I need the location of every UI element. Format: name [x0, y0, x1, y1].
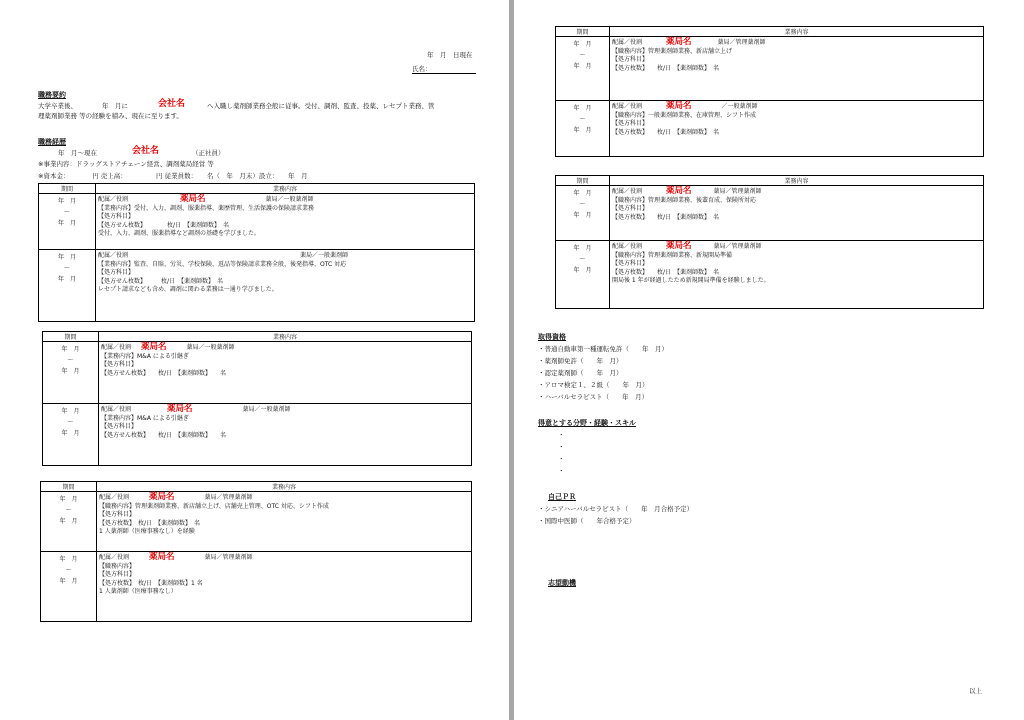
history-period: 年 月～現在 — [58, 149, 97, 157]
header-content: 業務内容 — [99, 332, 472, 342]
table-row — [556, 37, 984, 101]
table-row — [39, 250, 475, 322]
duty-line: 【処方科目】 — [612, 260, 649, 267]
duty-line: 【処方科目】 — [99, 511, 136, 518]
pharmacy-name: 薬局名 — [167, 404, 193, 414]
role-label: 配属／役割 — [612, 39, 643, 46]
pharmacy-name: 薬局名 — [149, 492, 175, 502]
period-cell: 年 月 ～ 年 月 — [39, 194, 96, 250]
duty-line: 【処方科目】 — [612, 205, 649, 212]
role-label: 配属／役割 — [612, 103, 643, 110]
duty-line: 【処方枚数】 枚/日 【薬剤師数】1 名 — [99, 579, 203, 587]
pr-item: ・国際中医師（ 年合格予定） — [538, 517, 636, 525]
document-page-2 — [514, 0, 1024, 720]
role-label: 配属／役割 — [99, 554, 130, 561]
content-cell — [96, 194, 475, 250]
content-cell — [610, 37, 984, 101]
position: 薬局／一般薬剤師 — [300, 252, 349, 259]
content-cell — [610, 186, 984, 241]
pr-heading: 自己ＰＲ — [548, 493, 576, 501]
position: ／一般薬剤師 — [721, 103, 758, 110]
position: 薬局／管理薬剤師 — [204, 554, 253, 561]
duty-line: 開局後 1 年が経過したため新規開局準備を経験しました。 — [612, 277, 770, 284]
table-row — [43, 404, 472, 466]
table-row — [41, 552, 472, 622]
duty-line: 受付、入力、調剤、服薬指導など調剤の基礎を学びました。 — [98, 230, 261, 237]
closing-text: 以上 — [969, 687, 982, 695]
pharmacy-name: 薬局名 — [666, 37, 692, 47]
duty-line: 【処方枚数】 枚/日 【薬剤師数】 名 — [99, 519, 201, 527]
work-history-table-2 — [42, 331, 472, 466]
summary-line-1c: へ入職し薬剤師業務全般に従事。受付、調剤、監査、投薬、レセプト業務、管 — [207, 102, 435, 110]
role-label: 配属／役割 — [101, 344, 132, 351]
work-history-table-4 — [555, 26, 984, 157]
position: 薬局／管理薬剤師 — [713, 243, 762, 250]
duty-line: 【処方科目】 — [98, 269, 135, 276]
document-page-1 — [0, 0, 509, 720]
period-cell: 年 月 ～ 年 月 — [556, 186, 610, 241]
qualifications-heading: 取得資格 — [538, 333, 566, 341]
period-cell: 年 月 ～ 年 月 — [41, 492, 97, 552]
duty-line: 【処方枚数】 枚/日 【薬剤師数】 名 — [612, 213, 720, 221]
summary-line-1b: 年 月に — [102, 102, 128, 110]
capital-line: ※資本金： 円 売上高： 円 従業員数： 名（ 年 月末）設立： 年 月 — [38, 172, 308, 180]
duty-line: 【職務内容】 — [99, 562, 136, 570]
pharmacy-name: 薬局名 — [666, 186, 692, 196]
work-history-table-5 — [555, 175, 984, 309]
role-label: 配属／役割 — [98, 252, 129, 259]
period-cell: 年 月 ～ 年 月 — [39, 250, 96, 322]
duty-line: 【職務内容】管理薬剤師業務、新店舗立上げ、店舗売上管理、OTC 対応、シフト作成 — [99, 502, 329, 510]
header-period: 期間 — [43, 332, 99, 342]
content-cell — [99, 342, 472, 404]
position: 薬局／一般薬剤師 — [186, 344, 235, 351]
header-content: 業務内容 — [96, 184, 475, 194]
qualification-item: ・認定薬剤師（ 年 月） — [538, 369, 623, 377]
content-cell — [96, 250, 475, 322]
position: 薬局／一般薬剤師 — [265, 196, 314, 203]
duty-line: 【処方せん枚数】 枚/日 【薬剤師数】 名 — [98, 221, 230, 229]
summary-line-2: 理薬剤師業務 等の経験を積み、現在に至ります。 — [38, 112, 183, 120]
duty-line: 【処方枚数】 枚/日 【薬剤師数】 名 — [612, 268, 720, 276]
role-label: 配属／役割 — [98, 196, 129, 203]
pr-item: ・シニアハーバルセラピスト（ 年 月合格予定） — [538, 505, 694, 513]
content-cell — [610, 101, 984, 157]
role-label: 配属／役割 — [612, 243, 643, 250]
duty-line: 【職務内容】一般薬剤師業務、在庫管理、シフト作成 — [612, 111, 757, 119]
table-row — [43, 342, 472, 404]
history-company-name: 会社名 — [132, 146, 160, 156]
company-name: 会社名 — [158, 99, 186, 109]
table-row — [556, 241, 984, 309]
duty-line: 【職務内容】管理薬剤師業務、新店舗立上げ — [612, 47, 733, 55]
skill-item: ・ — [558, 431, 565, 439]
content-cell — [97, 552, 472, 622]
summary-line-1a: 大学卒業後、 — [38, 102, 77, 110]
duty-line: 【職務内容】管理薬剤師業務、新規開局準備 — [612, 251, 733, 259]
duty-line: 【業務内容】監査、自賠、労災、学校保険、返品等保険請求業務全般、後発指導、OTC 対応 — [98, 260, 347, 268]
position: 薬局／管理薬剤師 — [204, 494, 253, 501]
position: 薬局／一般薬剤師 — [242, 406, 291, 413]
period-cell: 年 月 ～ 年 月 — [556, 241, 610, 309]
header-period: 期間 — [39, 184, 96, 194]
summary-heading: 職務要約 — [38, 91, 66, 99]
content-cell — [610, 241, 984, 309]
duty-line: 【処方せん枚数】 枚/日 【薬剤師数】 名 — [101, 369, 227, 377]
duty-line: 【処方科目】 — [99, 571, 136, 578]
history-employment: （正社員） — [192, 149, 225, 157]
history-business: ※事業内容：ドラッグストアチェーン経営、調剤薬局経営 等 — [38, 160, 214, 168]
content-cell — [99, 404, 472, 466]
work-history-table-1 — [38, 183, 475, 322]
header-content: 業務内容 — [97, 482, 472, 492]
pharmacy-name: 薬局名 — [666, 101, 692, 111]
duty-line: 【処方枚数】 枚/日 【薬剤師数】 名 — [612, 128, 720, 136]
motivation-heading: 志望動機 — [548, 579, 576, 587]
duty-line: 【処方科目】 — [612, 120, 649, 127]
duty-line: 【業務内容】M&A による引継ぎ — [101, 352, 189, 360]
content-cell — [97, 492, 472, 552]
header-content: 業務内容 — [610, 27, 984, 37]
duty-line: 1 人薬剤師（医療事務なし）を経験 — [99, 528, 195, 535]
qualification-item: ・普通自動車第一種運転免許（ 年 月） — [538, 345, 668, 353]
qualification-item: ・ハーバルセラピスト（ 年 月） — [538, 393, 649, 401]
pharmacy-name: 薬局名 — [180, 194, 206, 204]
role-label: 配属／役割 — [612, 188, 643, 195]
header-content: 業務内容 — [610, 176, 984, 186]
header-period: 期間 — [556, 27, 610, 37]
period-cell: 年 月 ～ 年 月 — [556, 101, 610, 157]
skill-item: ・ — [558, 467, 565, 475]
duty-line: 【処方せん枚数】 枚/日 【薬剤師数】 名 — [98, 277, 224, 285]
duty-line: レセプト請求なども含め、調剤に関わる業務は一通り学びました。 — [98, 286, 278, 293]
period-cell: 年 月 ～ 年 月 — [41, 552, 97, 622]
table-row — [41, 492, 472, 552]
role-label: 配属／役割 — [101, 406, 132, 413]
period-cell: 年 月 ～ 年 月 — [43, 342, 99, 404]
history-heading: 職務経歴 — [38, 138, 66, 146]
skills-heading: 得意とする分野・経験・スキル — [538, 419, 636, 427]
pharmacy-name: 薬局名 — [666, 241, 692, 251]
duty-line: 【業務内容】受付、入力、調剤、服薬指導、薬歴管理、生活保護の保険請求業務 — [98, 204, 315, 212]
header-period: 期間 — [556, 176, 610, 186]
pharmacy-name: 薬局名 — [141, 342, 167, 352]
period-cell: 年 月 ～ 年 月 — [43, 404, 99, 466]
table-row — [556, 101, 984, 157]
name-line: 氏名： — [412, 65, 476, 74]
work-history-table-3 — [40, 481, 472, 622]
table-row — [39, 194, 475, 250]
position: 薬局／管理薬剤師 — [717, 39, 766, 46]
position: 薬局／管理薬剤師 — [713, 188, 762, 195]
duty-line: 1 人薬剤師（医療事務なし） — [99, 588, 177, 595]
skill-item: ・ — [558, 443, 565, 451]
table-row — [556, 186, 984, 241]
header-period: 期間 — [41, 482, 97, 492]
qualification-item: ・アロマ検定１、２級（ 年 月） — [538, 381, 649, 389]
qualification-item: ・薬剤師免許（ 年 月） — [538, 357, 623, 365]
duty-line: 【処方科目】 — [98, 213, 135, 220]
duty-line: 【処方科目】 — [101, 423, 138, 430]
duty-line: 【処方せん枚数】 枚/日 【薬剤師数】 名 — [101, 431, 227, 439]
role-label: 配属／役割 — [99, 494, 130, 501]
period-cell: 年 月 ～ 年 月 — [556, 37, 610, 101]
duty-line: 【業務内容】M&A による引継ぎ — [101, 414, 189, 422]
duty-line: 【処方枚数】 枚/日 【薬剤師数】 名 — [612, 64, 720, 72]
skill-item: ・ — [558, 455, 565, 463]
pharmacy-name: 薬局名 — [149, 552, 175, 562]
duty-line: 【職務内容】管理薬剤師業務、後輩育成、保険所対応 — [612, 196, 757, 204]
duty-line: 【処方科目】 — [612, 56, 649, 63]
date-line: 年 月 日現在 — [427, 51, 473, 59]
duty-line: 【処方科目】 — [101, 361, 138, 368]
